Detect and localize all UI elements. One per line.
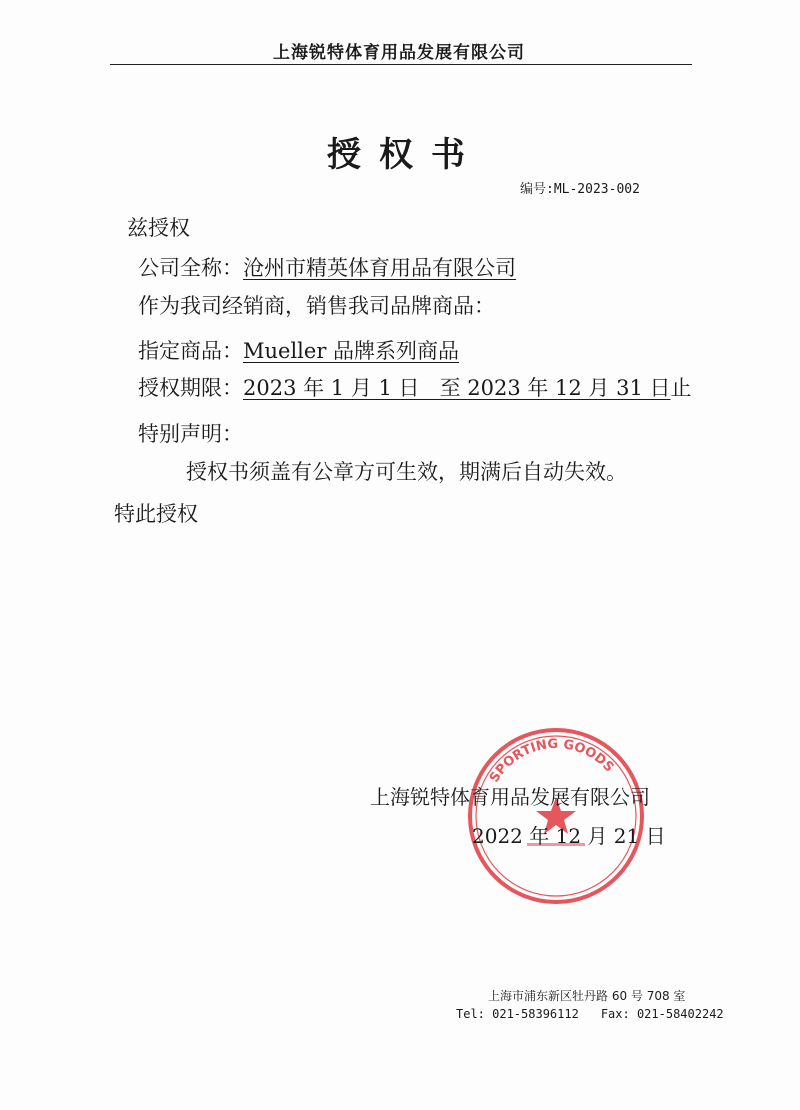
closing-line: 特此授权 xyxy=(114,502,198,526)
dealer-line: 作为我司经销商，销售我司品牌商品： xyxy=(138,294,495,318)
document-number xyxy=(520,178,640,197)
document-number-value: ML-2023-002 xyxy=(553,182,640,197)
document-number-label: 编号: xyxy=(520,182,554,197)
footer-contact xyxy=(456,1007,724,1021)
period-suffix: 止 xyxy=(670,376,692,400)
letterhead-company: 上海锐特体育用品发展有限公司 xyxy=(273,43,525,63)
company-value: 沧州市精英体育用品有限公司 xyxy=(243,256,516,280)
period-line xyxy=(138,372,692,402)
signature-company: 上海锐特体育用品发展有限公司 xyxy=(370,785,650,809)
company-seal xyxy=(465,725,647,907)
opening-line: 兹授权 xyxy=(127,216,190,240)
company-line xyxy=(138,252,516,282)
period-value: 2023 年 1 月 1 日 至 2023 年 12 月 31 日 xyxy=(243,376,671,400)
footer-address: 上海市浦东新区牡丹路 60 号 708 室 xyxy=(488,989,686,1003)
product-value: Mueller 品牌系列商品 xyxy=(243,339,460,363)
signature-date: 2022 年 12 月 21 日 xyxy=(472,824,666,848)
document-title: 授权书 xyxy=(327,135,483,175)
product-line xyxy=(138,335,459,365)
period-label: 授权期限： xyxy=(138,376,243,400)
product-label: 指定商品： xyxy=(138,339,243,363)
footer-fax: Fax: 021-58402242 xyxy=(600,1007,724,1021)
footer-tel: Tel: 021-58396112 xyxy=(456,1007,579,1021)
seal-arc-text: SPORTING GOODS xyxy=(487,736,617,786)
letterhead-rule xyxy=(110,64,692,65)
special-text: 授权书须盖有公章方可生效，期满后自动失效。 xyxy=(186,460,627,484)
special-label: 特别声明： xyxy=(138,422,243,446)
company-label: 公司全称： xyxy=(138,256,243,280)
